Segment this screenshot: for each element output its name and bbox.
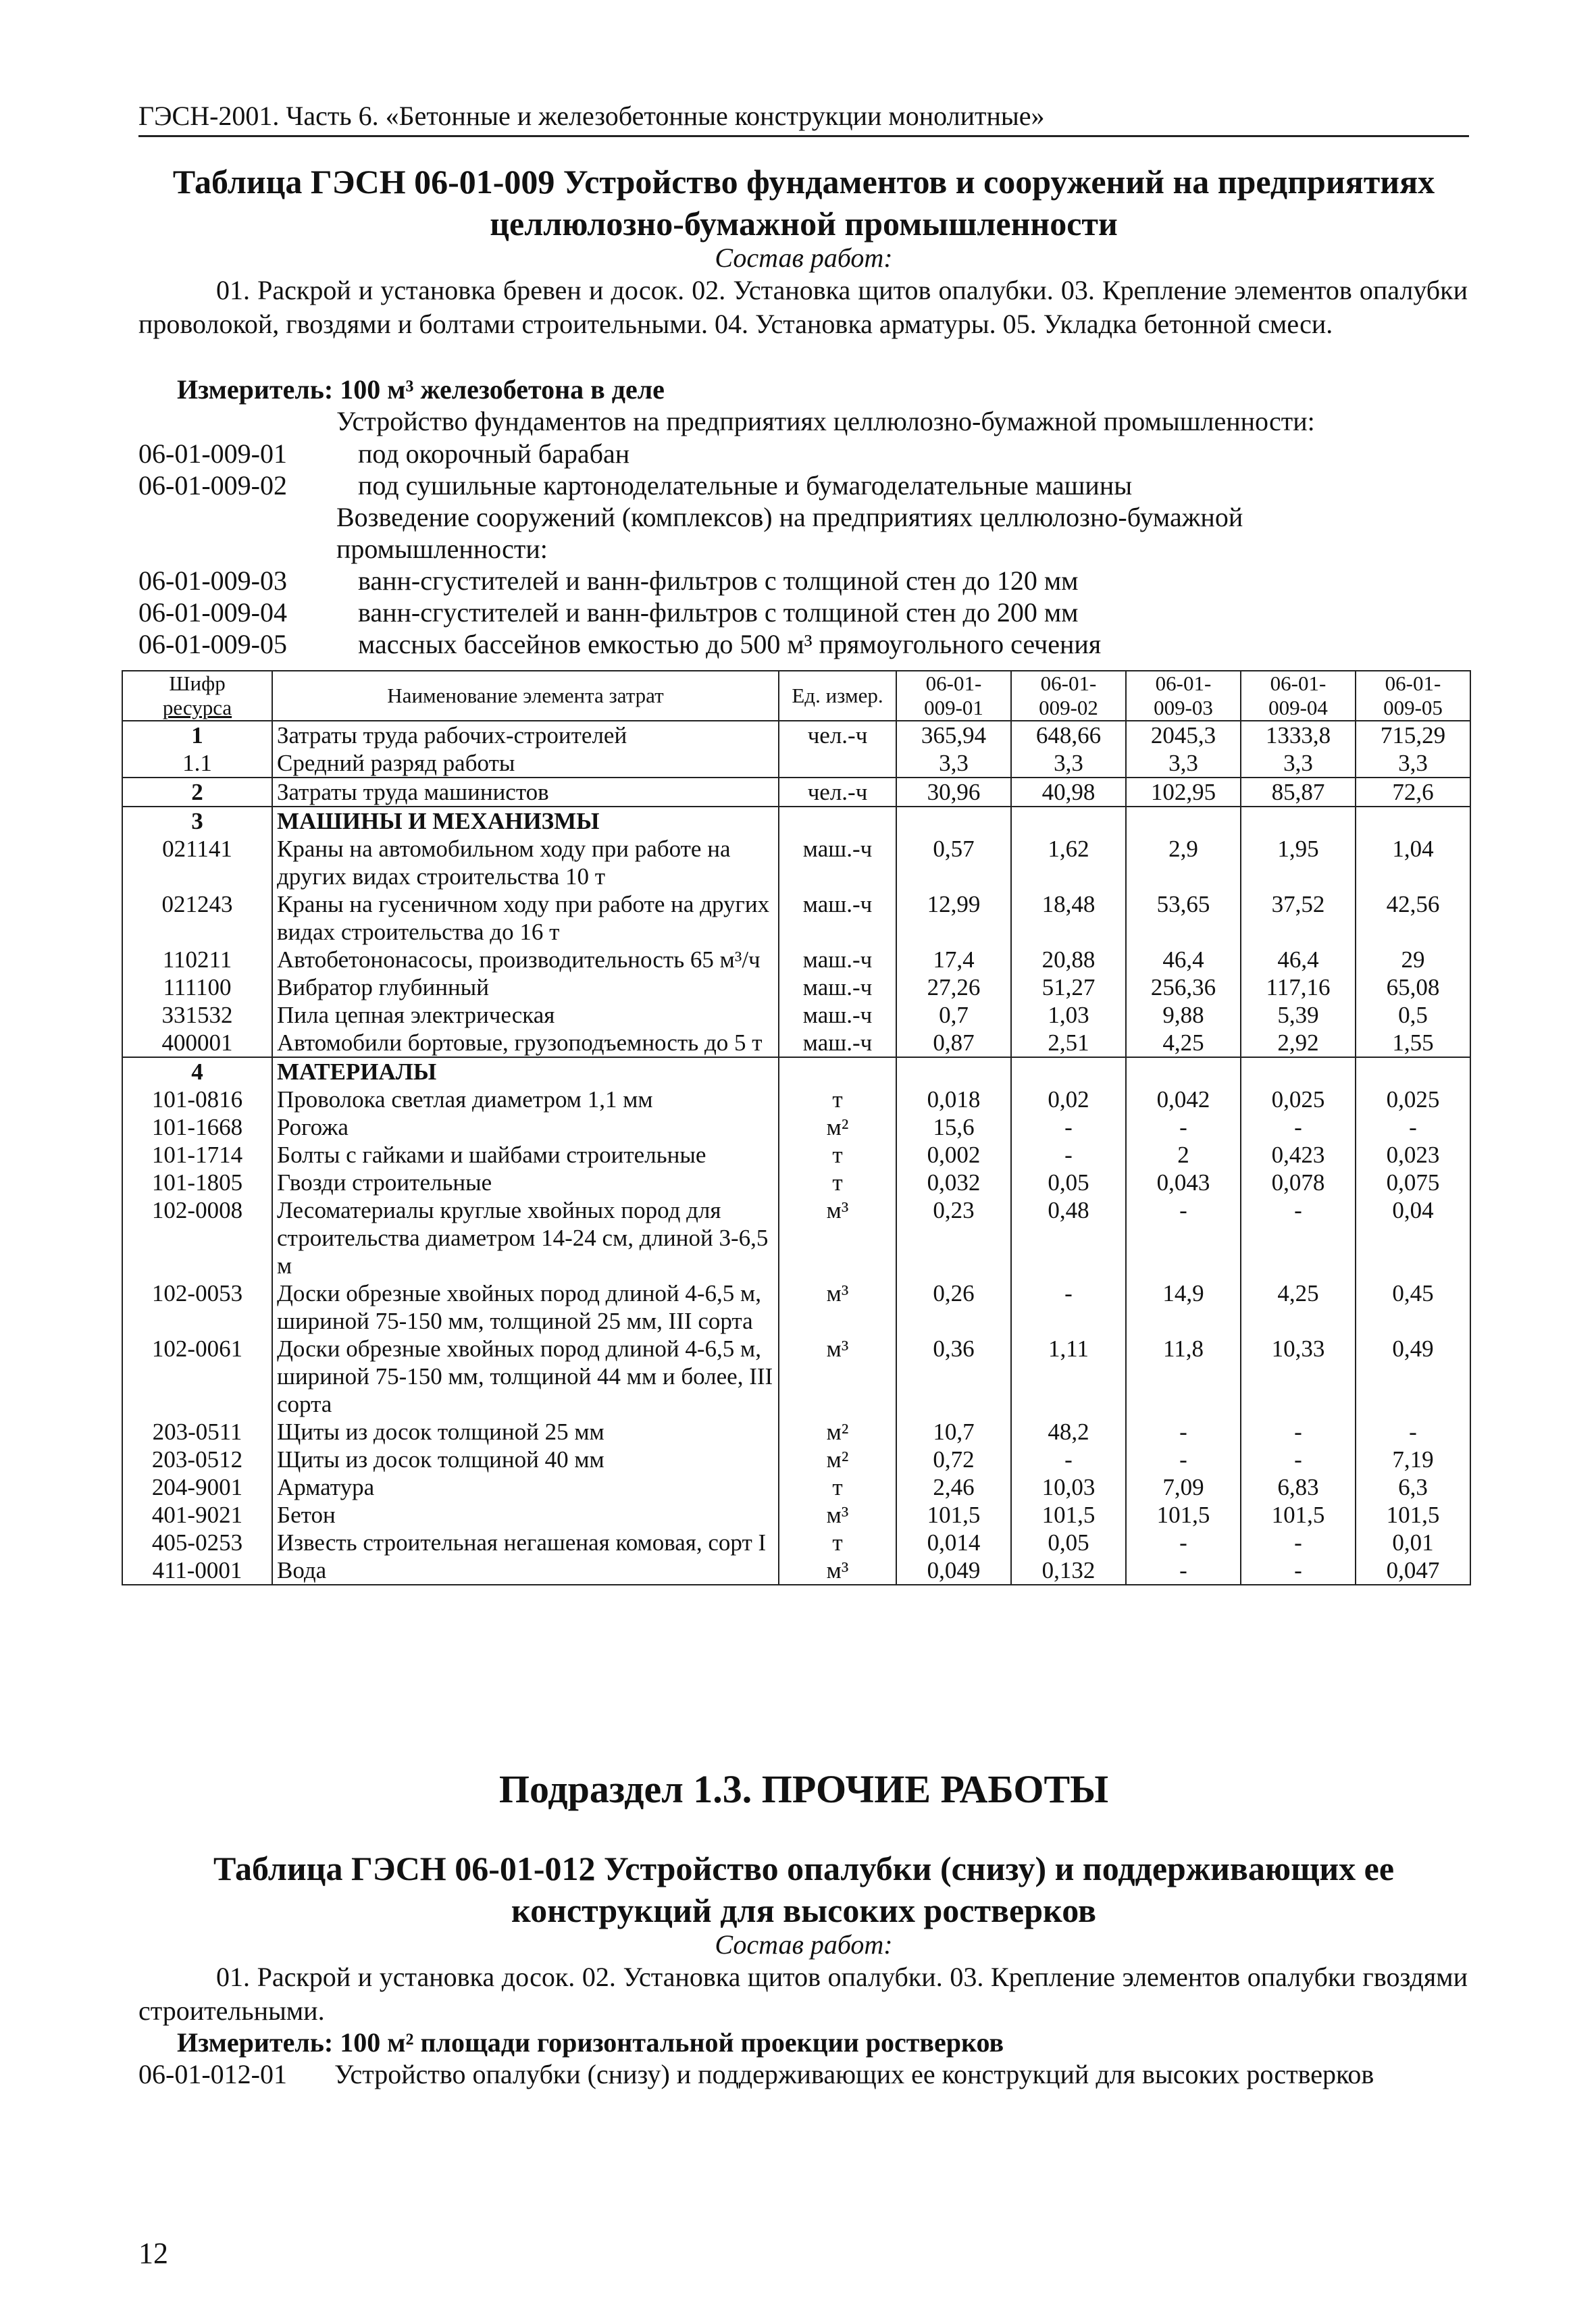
table-row (122, 973, 1470, 1001)
cell-code: 405-0253 (122, 1529, 272, 1556)
cell-code: 331532 (122, 1001, 272, 1029)
table-row (122, 721, 1470, 749)
cell-unit: маш.-ч (779, 946, 896, 973)
cell-unit: м² (779, 1113, 896, 1141)
cell-value-4: 1333,8 (1241, 721, 1356, 749)
table-row (122, 749, 1470, 778)
cell-value-2: 648,66 (1011, 721, 1126, 749)
cell-value-4: 117,16 (1241, 973, 1356, 1001)
header-col-2-b: 009-02 (1039, 696, 1098, 719)
cell-value-4: - (1241, 1113, 1356, 1141)
cell-name: Бетон (272, 1501, 779, 1529)
cell-value-3 (1126, 1057, 1241, 1086)
table1-title-line2: целлюлозно-бумажной промышленности (490, 205, 1118, 243)
table-row (122, 1113, 1470, 1141)
table2-composition-caption: Состав работ: (715, 1929, 893, 1960)
cell-value-1: 0,018 (896, 1086, 1011, 1113)
code-06-01-009-02: 06-01-009-02 (138, 470, 287, 501)
cell-value-1: 10,7 (896, 1418, 1011, 1446)
table-row (122, 1418, 1470, 1446)
cell-value-4: 1,95 (1241, 835, 1356, 890)
table-row (122, 890, 1470, 946)
cell-value-1: 0,049 (896, 1556, 1011, 1585)
table2-title-line1: Таблица ГЭСН 06-01-012 Устройство опалубки (снизу) и поддерживающих ее (213, 1850, 1395, 1887)
table-row (122, 1196, 1470, 1279)
table2-composition-text: 01. Раскрой и установка досок. 02. Установка щитов опалубки. 03. Крепление элементов опалубки гвоздями строительными. (138, 1962, 1468, 2026)
cell-unit: маш.-ч (779, 890, 896, 946)
cell-value-4: 6,83 (1241, 1473, 1356, 1501)
cell-code: 102-0008 (122, 1196, 272, 1279)
header-col-5 (1356, 671, 1470, 721)
cell-name: Доски обрезные хвойных пород длиной 4-6,5 м, шириной 75-150 мм, толщиной 44 мм и более, III сорта (272, 1335, 779, 1418)
table-row (122, 1556, 1470, 1585)
cell-value-4: 0,078 (1241, 1169, 1356, 1196)
cell-value-2: 10,03 (1011, 1473, 1126, 1501)
cell-name: Автомобили бортовые, грузоподъемность до 5 т (272, 1029, 779, 1057)
cell-code: 400001 (122, 1029, 272, 1057)
cell-value-4: 101,5 (1241, 1501, 1356, 1529)
code-desc-05: массных бассейнов емкостью до 500 м³ прямоугольного сечения (358, 629, 1102, 659)
cell-value-2 (1011, 1057, 1126, 1086)
cell-value-1: 12,99 (896, 890, 1011, 946)
cell-code: 411-0001 (122, 1556, 272, 1585)
cell-value-5 (1356, 1057, 1470, 1086)
cell-unit: т (779, 1141, 896, 1169)
table1-composition-text: 01. Раскрой и установка бревен и досок. 02. Установка щитов опалубки. 03. Крепление элементов опалубки проволокой, гвоздями и болтами строительными. 04. Установка арматуры. 05. Укладка бетонной смеси. (138, 275, 1468, 339)
cell-value-2: 1,62 (1011, 835, 1126, 890)
cell-code: 021141 (122, 835, 272, 890)
cell-value-2 (1011, 807, 1126, 835)
cell-value-5: 0,025 (1356, 1086, 1470, 1113)
table-row (122, 1279, 1470, 1335)
table-row (122, 1446, 1470, 1473)
cell-value-3: 3,3 (1126, 749, 1241, 778)
cell-value-3: 7,09 (1126, 1473, 1241, 1501)
cell-code: 4 (122, 1057, 272, 1086)
cell-value-5: 1,55 (1356, 1029, 1470, 1057)
cell-name: Вибратор глубинный (272, 973, 779, 1001)
code-desc-01: под окорочный барабан (358, 438, 630, 469)
table2-title (138, 1848, 1469, 1931)
cell-value-4 (1241, 807, 1356, 835)
table2-title-line2: конструкций для высоких ростверков (511, 1891, 1096, 1929)
code-desc-012-01: Устройство опалубки (снизу) и поддерживающих ее конструкций для высоких ростверков (334, 2059, 1374, 2089)
cell-unit (779, 807, 896, 835)
resource-table-header (122, 671, 1470, 721)
cell-name: Лесоматериалы круглые хвойных пород для строительства диаметром 14-24 см, длиной 3-6,5 м (272, 1196, 779, 1279)
header-col-5-b: 009-05 (1383, 696, 1443, 719)
cell-code: 111100 (122, 973, 272, 1001)
table1-caption-b2: промышленности: (336, 534, 548, 564)
cell-unit: м³ (779, 1196, 896, 1279)
cell-value-2: 1,03 (1011, 1001, 1126, 1029)
header-col-4-a: 06-01- (1270, 671, 1327, 695)
cell-value-5: 1,04 (1356, 835, 1470, 890)
cell-value-5: 0,5 (1356, 1001, 1470, 1029)
cell-name: Пила цепная электрическая (272, 1001, 779, 1029)
cell-value-5: - (1356, 1418, 1470, 1446)
cell-value-2: - (1011, 1279, 1126, 1335)
cell-value-2: 48,2 (1011, 1418, 1126, 1446)
cell-unit: м³ (779, 1501, 896, 1529)
cell-value-3: 0,042 (1126, 1086, 1241, 1113)
cell-value-2: 0,05 (1011, 1169, 1126, 1196)
cell-value-1: 0,57 (896, 835, 1011, 890)
cell-name: Известь строительная негашеная комовая, сорт I (272, 1529, 779, 1556)
cell-value-1: 30,96 (896, 778, 1011, 807)
cell-value-5: 7,19 (1356, 1446, 1470, 1473)
cell-name: Гвозди строительные (272, 1169, 779, 1196)
cell-unit: маш.-ч (779, 1001, 896, 1029)
cell-value-5: 0,075 (1356, 1169, 1470, 1196)
header-name: Наименование элемента затрат (272, 671, 779, 721)
cell-unit (779, 749, 896, 778)
running-header: ГЭСН-2001. Часть 6. «Бетонные и железобетонные конструкции монолитные» (138, 101, 1045, 131)
cell-value-3: 101,5 (1126, 1501, 1241, 1529)
cell-name: Рогожа (272, 1113, 779, 1141)
cell-value-5: 0,023 (1356, 1141, 1470, 1169)
cell-code: 1 (122, 721, 272, 749)
cell-value-3: 53,65 (1126, 890, 1241, 946)
table-row (122, 1001, 1470, 1029)
cell-unit: чел.-ч (779, 721, 896, 749)
cell-value-5 (1356, 807, 1470, 835)
table-row (122, 1029, 1470, 1057)
cell-value-5: 0,45 (1356, 1279, 1470, 1335)
cell-value-4: 5,39 (1241, 1001, 1356, 1029)
cell-value-3: 9,88 (1126, 1001, 1241, 1029)
cell-value-1: 15,6 (896, 1113, 1011, 1141)
cell-unit: м³ (779, 1556, 896, 1585)
cell-name: Затраты труда машинистов (272, 778, 779, 807)
cell-value-5: 65,08 (1356, 973, 1470, 1001)
header-col-3 (1126, 671, 1241, 721)
cell-code: 102-0061 (122, 1335, 272, 1418)
header-col-3-b: 009-03 (1154, 696, 1213, 719)
cell-value-5: 0,01 (1356, 1529, 1470, 1556)
cell-name: Затраты труда рабочих-строителей (272, 721, 779, 749)
cell-value-5: - (1356, 1113, 1470, 1141)
cell-unit: т (779, 1169, 896, 1196)
cell-value-2: 0,132 (1011, 1556, 1126, 1585)
cell-unit: м³ (779, 1335, 896, 1418)
subsection-title: Подраздел 1.3. ПРОЧИЕ РАБОТЫ (498, 1767, 1109, 1811)
cell-value-2: 18,48 (1011, 890, 1126, 946)
cell-value-2: 51,27 (1011, 973, 1126, 1001)
cell-name: Краны на автомобильном ходу при работе на других видах строительства 10 т (272, 835, 779, 890)
cell-value-1: 101,5 (896, 1501, 1011, 1529)
cell-name: МАШИНЫ И МЕХАНИЗМЫ (272, 807, 779, 835)
cell-value-1 (896, 807, 1011, 835)
header-col-4 (1241, 671, 1356, 721)
cell-unit: м³ (779, 1279, 896, 1335)
cell-unit: м² (779, 1446, 896, 1473)
code-desc-02: под сушильные картоноделательные и бумагоделательные машины (358, 470, 1133, 501)
cell-value-1: 0,014 (896, 1529, 1011, 1556)
cell-value-3: 0,043 (1126, 1169, 1241, 1196)
cell-value-2: 40,98 (1011, 778, 1126, 807)
cell-value-1: 0,032 (896, 1169, 1011, 1196)
cell-value-1: 27,26 (896, 973, 1011, 1001)
cell-value-5: 3,3 (1356, 749, 1470, 778)
code-06-01-009-04: 06-01-009-04 (138, 597, 287, 628)
cell-code: 401-9021 (122, 1501, 272, 1529)
cell-code: 204-9001 (122, 1473, 272, 1501)
cell-value-2: - (1011, 1113, 1126, 1141)
header-col-4-b: 009-04 (1268, 696, 1328, 719)
table-row (122, 1141, 1470, 1169)
cell-value-1: 3,3 (896, 749, 1011, 778)
cell-name: Щиты из досок толщиной 25 мм (272, 1418, 779, 1446)
table1-caption-a: Устройство фундаментов на предприятиях целлюлозно-бумажной промышленности: (336, 406, 1315, 436)
cell-value-1: 0,72 (896, 1446, 1011, 1473)
cell-value-3: 256,36 (1126, 973, 1241, 1001)
cell-value-3: - (1126, 1113, 1241, 1141)
cell-value-5: 715,29 (1356, 721, 1470, 749)
cell-value-1: 0,26 (896, 1279, 1011, 1335)
header-col-5-a: 06-01- (1385, 671, 1441, 695)
header-col-1-b: 009-01 (924, 696, 983, 719)
cell-value-4: 3,3 (1241, 749, 1356, 778)
cell-value-4: 46,4 (1241, 946, 1356, 973)
page-number: 12 (138, 2237, 168, 2270)
cell-value-3: - (1126, 1556, 1241, 1585)
cell-value-1: 0,23 (896, 1196, 1011, 1279)
cell-value-4: 37,52 (1241, 890, 1356, 946)
cell-value-2: 0,05 (1011, 1529, 1126, 1556)
cell-code: 101-1668 (122, 1113, 272, 1141)
cell-code: 102-0053 (122, 1279, 272, 1335)
cell-value-5: 42,56 (1356, 890, 1470, 946)
cell-value-1: 0,7 (896, 1001, 1011, 1029)
cell-name: Автобетононасосы, производительность 65 м³/ч (272, 946, 779, 973)
cell-value-4: 0,423 (1241, 1141, 1356, 1169)
cell-value-4: - (1241, 1556, 1356, 1585)
cell-name: Проволока светлая диаметром 1,1 мм (272, 1086, 779, 1113)
header-col-1-a: 06-01- (925, 671, 982, 695)
cell-value-2: 20,88 (1011, 946, 1126, 973)
header-rule (138, 135, 1469, 137)
table1-composition-caption: Состав работ: (715, 243, 893, 273)
cell-value-2: 101,5 (1011, 1501, 1126, 1529)
header-cipher-1: Шифр (169, 671, 226, 695)
cell-value-4: - (1241, 1196, 1356, 1279)
cell-name: МАТЕРИАЛЫ (272, 1057, 779, 1086)
cell-value-2: 0,02 (1011, 1086, 1126, 1113)
cell-code: 021243 (122, 890, 272, 946)
cell-value-3: 4,25 (1126, 1029, 1241, 1057)
table-row (122, 1169, 1470, 1196)
cell-value-2: 2,51 (1011, 1029, 1126, 1057)
cell-name: Вода (272, 1556, 779, 1585)
resource-table (122, 670, 1471, 1585)
cell-value-3: 102,95 (1126, 778, 1241, 807)
code-desc-03: ванн-сгустителей и ванн-фильтров с толщиной стен до 120 мм (358, 565, 1079, 596)
cell-value-4: 2,92 (1241, 1029, 1356, 1057)
table-row (122, 1057, 1470, 1086)
header-cipher-2: ресурса (162, 696, 232, 719)
cell-value-1: 0,87 (896, 1029, 1011, 1057)
cell-value-4 (1241, 1057, 1356, 1086)
code-desc-04: ванн-сгустителей и ванн-фильтров с толщиной стен до 200 мм (358, 597, 1079, 628)
cell-unit: м² (779, 1418, 896, 1446)
cell-value-3: 46,4 (1126, 946, 1241, 973)
table-row (122, 807, 1470, 835)
cell-name: Средний разряд работы (272, 749, 779, 778)
cell-code: 203-0511 (122, 1418, 272, 1446)
cell-value-4: - (1241, 1529, 1356, 1556)
cell-unit: маш.-ч (779, 973, 896, 1001)
table-row (122, 1529, 1470, 1556)
cell-value-3: 2045,3 (1126, 721, 1241, 749)
cell-code: 203-0512 (122, 1446, 272, 1473)
cell-value-2: 1,11 (1011, 1335, 1126, 1418)
cell-name: Болты с гайками и шайбами строительные (272, 1141, 779, 1169)
cell-code: 110211 (122, 946, 272, 973)
table1-title-line1: Таблица ГЭСН 06-01-009 Устройство фундаментов и сооружений на предприятиях (172, 163, 1435, 201)
cell-value-3 (1126, 807, 1241, 835)
cell-value-5: 0,04 (1356, 1196, 1470, 1279)
cell-code: 2 (122, 778, 272, 807)
cell-code: 3 (122, 807, 272, 835)
cell-value-4: 85,87 (1241, 778, 1356, 807)
cell-value-3: - (1126, 1529, 1241, 1556)
cell-value-1: 365,94 (896, 721, 1011, 749)
cell-value-4: 0,025 (1241, 1086, 1356, 1113)
cell-value-5: 29 (1356, 946, 1470, 973)
cell-value-5: 0,047 (1356, 1556, 1470, 1585)
table-row (122, 1473, 1470, 1501)
code-06-01-009-05: 06-01-009-05 (138, 629, 287, 659)
cell-name: Краны на гусеничном ходу при работе на других видах строительства до 16 т (272, 890, 779, 946)
cell-value-2: 0,48 (1011, 1196, 1126, 1279)
cell-value-4: - (1241, 1418, 1356, 1446)
cell-value-3: - (1126, 1196, 1241, 1279)
table-row (122, 778, 1470, 807)
cell-value-2: 3,3 (1011, 749, 1126, 778)
cell-unit: т (779, 1086, 896, 1113)
cell-unit: т (779, 1473, 896, 1501)
cell-value-1: 17,4 (896, 946, 1011, 973)
cell-value-1: 0,002 (896, 1141, 1011, 1169)
resource-table-body (122, 721, 1470, 1585)
cell-value-5: 101,5 (1356, 1501, 1470, 1529)
table-row (122, 835, 1470, 890)
cell-value-5: 72,6 (1356, 778, 1470, 807)
cell-unit: маш.-ч (779, 835, 896, 890)
header-col-3-a: 06-01- (1155, 671, 1212, 695)
table1-title (138, 161, 1469, 245)
table-row (122, 1335, 1470, 1418)
cell-value-1 (896, 1057, 1011, 1086)
cell-code: 101-1714 (122, 1141, 272, 1169)
cell-value-3: 2 (1126, 1141, 1241, 1169)
cell-unit: т (779, 1529, 896, 1556)
table-row (122, 1086, 1470, 1113)
cell-name: Щиты из досок толщиной 40 мм (272, 1446, 779, 1473)
header-col-2-a: 06-01- (1040, 671, 1097, 695)
cell-value-5: 6,3 (1356, 1473, 1470, 1501)
cell-unit (779, 1057, 896, 1086)
cell-value-3: 14,9 (1126, 1279, 1241, 1335)
cell-value-4: 4,25 (1241, 1279, 1356, 1335)
table1-caption-b1: Возведение сооружений (комплексов) на предприятиях целлюлозно-бумажной (336, 502, 1243, 532)
cell-value-2: - (1011, 1141, 1126, 1169)
cell-code: 101-1805 (122, 1169, 272, 1196)
header-col-1 (896, 671, 1011, 721)
code-06-01-009-01: 06-01-009-01 (138, 438, 287, 469)
table2-measure: Измеритель: 100 м² площади горизонтальной проекции ростверков (177, 2027, 1004, 2058)
header-col-2 (1011, 671, 1126, 721)
cell-value-3: 2,9 (1126, 835, 1241, 890)
cell-value-1: 2,46 (896, 1473, 1011, 1501)
cell-value-3: 11,8 (1126, 1335, 1241, 1418)
cell-name: Арматура (272, 1473, 779, 1501)
cell-value-3: - (1126, 1446, 1241, 1473)
table1-measure: Измеритель: 100 м³ железобетона в деле (177, 374, 665, 405)
cell-value-5: 0,49 (1356, 1335, 1470, 1418)
cell-value-2: - (1011, 1446, 1126, 1473)
cell-unit: маш.-ч (779, 1029, 896, 1057)
cell-code: 1.1 (122, 749, 272, 778)
cell-code: 101-0816 (122, 1086, 272, 1113)
cell-value-4: - (1241, 1446, 1356, 1473)
header-cipher (122, 671, 272, 721)
cell-value-4: 10,33 (1241, 1335, 1356, 1418)
cell-value-3: - (1126, 1418, 1241, 1446)
table-row (122, 946, 1470, 973)
code-06-01-012-01: 06-01-012-01 (138, 2059, 287, 2089)
cell-name: Доски обрезные хвойных пород длиной 4-6,5 м, шириной 75-150 мм, толщиной 25 мм, III сорта (272, 1279, 779, 1335)
cell-value-1: 0,36 (896, 1335, 1011, 1418)
header-unit: Ед. измер. (779, 671, 896, 721)
table-row (122, 1501, 1470, 1529)
code-06-01-009-03: 06-01-009-03 (138, 565, 287, 596)
cell-unit: чел.-ч (779, 778, 896, 807)
